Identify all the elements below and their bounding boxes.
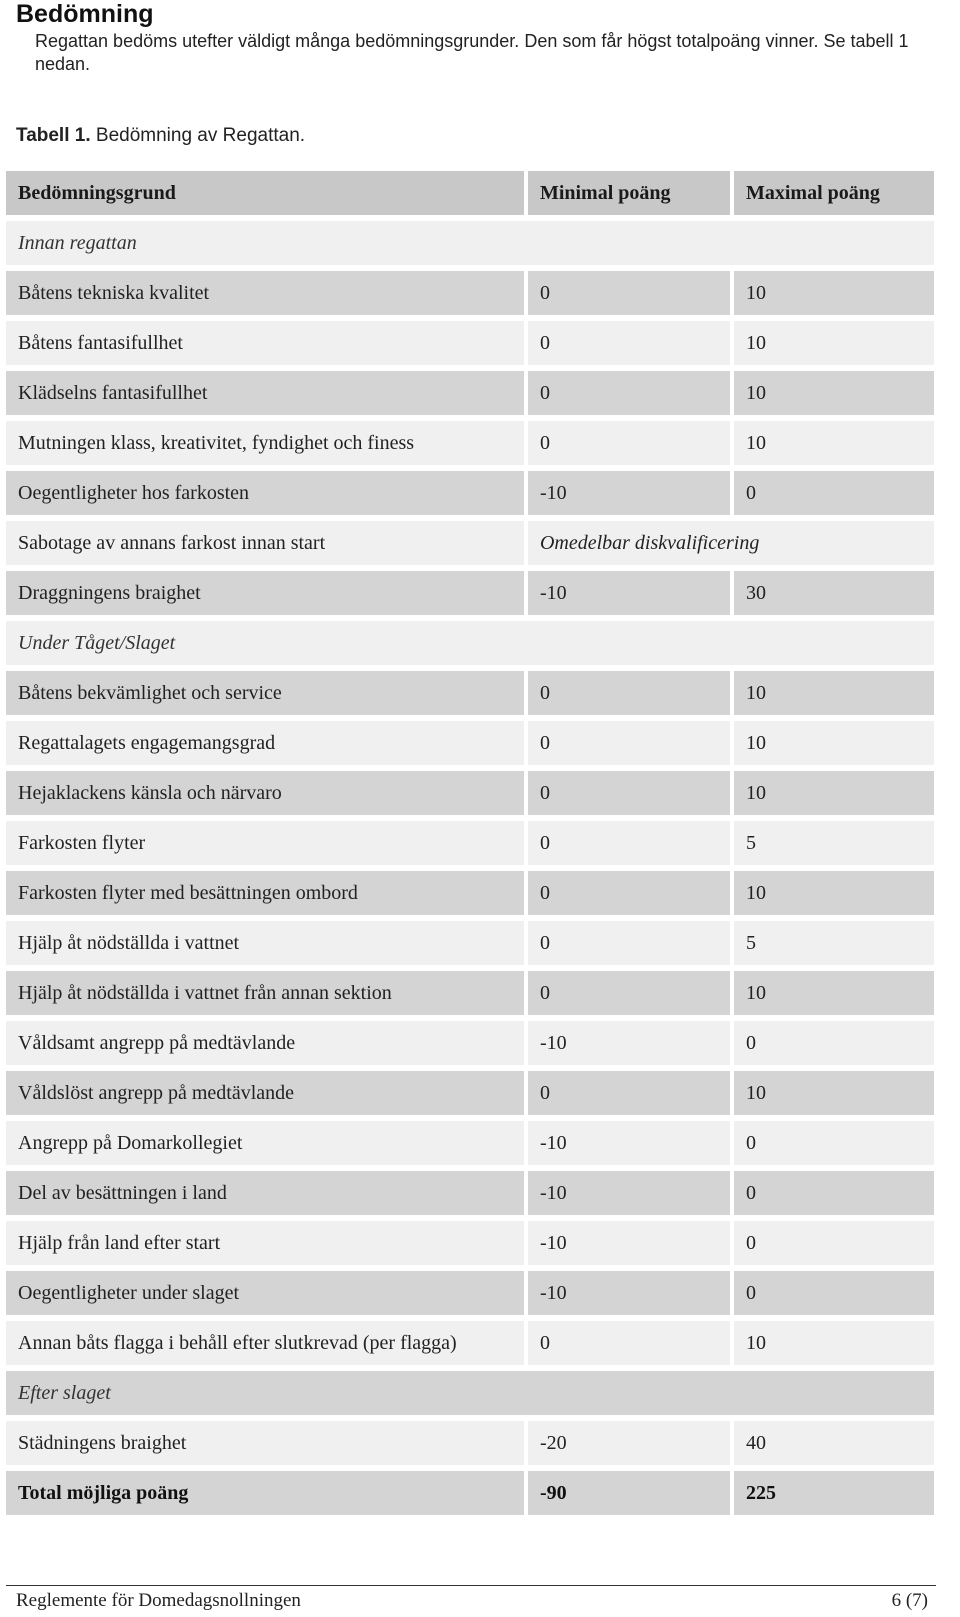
max-points-cell: 10 <box>734 421 934 465</box>
min-points-cell: 0 <box>528 371 730 415</box>
table-row <box>6 721 934 765</box>
table-row <box>6 1021 934 1065</box>
criteria-cell: Farkosten flyter med besättningen ombord <box>6 871 524 915</box>
min-points-cell: 0 <box>528 871 730 915</box>
min-points-cell: -10 <box>528 571 730 615</box>
max-points-cell: 10 <box>734 671 934 715</box>
max-points-cell: 0 <box>734 1171 934 1215</box>
header-min-points: Minimal poäng <box>528 171 730 215</box>
criteria-cell: Båtens bekvämlighet och service <box>6 671 524 715</box>
table-caption <box>16 125 305 147</box>
min-points-cell: -20 <box>528 1421 730 1465</box>
table-row <box>6 271 934 315</box>
min-points-cell: -10 <box>528 1171 730 1215</box>
criteria-cell: Våldsamt angrepp på medtävlande <box>6 1021 524 1065</box>
criteria-cell: Regattalagets engagemangsgrad <box>6 721 524 765</box>
criteria-cell: Oegentligheter under slaget <box>6 1271 524 1315</box>
criteria-cell: Oegentligheter hos farkosten <box>6 471 524 515</box>
table-row <box>6 1221 934 1265</box>
criteria-cell: Hjälp åt nödställda i vattnet från annan sektion <box>6 971 524 1015</box>
table-row <box>6 971 934 1015</box>
table-row <box>6 471 934 515</box>
table-row <box>6 771 934 815</box>
table-row <box>6 1071 934 1115</box>
criteria-cell: Hjälp från land efter start <box>6 1221 524 1265</box>
criteria-cell: Hjälp åt nödställda i vattnet <box>6 921 524 965</box>
table-row <box>6 1171 934 1215</box>
table-row <box>6 671 934 715</box>
min-points-cell: 0 <box>528 421 730 465</box>
table-header-row <box>6 171 934 215</box>
min-points-cell: -90 <box>528 1471 730 1515</box>
criteria-cell: Farkosten flyter <box>6 821 524 865</box>
criteria-cell: Mutningen klass, kreativitet, fyndighet och finess <box>6 421 524 465</box>
section-heading: Bedömning <box>16 0 154 28</box>
disqualification-cell: Omedelbar diskvalificering <box>528 521 934 565</box>
min-points-cell: -10 <box>528 471 730 515</box>
max-points-cell: 0 <box>734 471 934 515</box>
table-row <box>6 1421 934 1465</box>
table-row <box>6 321 934 365</box>
table-row <box>6 1271 934 1315</box>
criteria-cell: Våldslöst angrepp på medtävlande <box>6 1071 524 1115</box>
footer-document-title: Reglemente för Domedagsnollningen <box>16 1590 301 1611</box>
section-label: Under Tåget/Slaget <box>6 621 934 665</box>
criteria-cell: Draggningens braighet <box>6 571 524 615</box>
max-points-cell: 0 <box>734 1021 934 1065</box>
table-caption-text: Bedömning av Regattan. <box>95 125 306 146</box>
criteria-cell: Städningens braighet <box>6 1421 524 1465</box>
max-points-cell: 225 <box>734 1471 934 1515</box>
table-row <box>6 421 934 465</box>
criteria-cell: Båtens tekniska kvalitet <box>6 271 524 315</box>
max-points-cell: 10 <box>734 721 934 765</box>
max-points-cell: 5 <box>734 821 934 865</box>
criteria-cell: Annan båts flagga i behåll efter slutkrevad (per flagga) <box>6 1321 524 1365</box>
table-row <box>6 871 934 915</box>
table-total-row <box>6 1471 934 1515</box>
table-row <box>6 921 934 965</box>
min-points-cell: 0 <box>528 921 730 965</box>
min-points-cell: 0 <box>528 1071 730 1115</box>
min-points-cell: -10 <box>528 1021 730 1065</box>
max-points-cell: 30 <box>734 571 934 615</box>
min-points-cell: -10 <box>528 1221 730 1265</box>
table-section-row <box>6 221 934 265</box>
min-points-cell: 0 <box>528 271 730 315</box>
table-section-row <box>6 621 934 665</box>
max-points-cell: 10 <box>734 1071 934 1115</box>
min-points-cell: 0 <box>528 321 730 365</box>
max-points-cell: 10 <box>734 271 934 315</box>
min-points-cell: 0 <box>528 721 730 765</box>
footer-page-number: 6 (7) <box>891 1590 928 1611</box>
max-points-cell: 0 <box>734 1271 934 1315</box>
footer-divider <box>6 1585 936 1586</box>
criteria-cell: Total möjliga poäng <box>6 1471 524 1515</box>
criteria-cell: Hejaklackens känsla och närvaro <box>6 771 524 815</box>
criteria-cell: Klädselns fantasifullhet <box>6 371 524 415</box>
max-points-cell: 10 <box>734 321 934 365</box>
table-row <box>6 1121 934 1165</box>
section-label: Efter slaget <box>6 1371 934 1415</box>
max-points-cell: 0 <box>734 1221 934 1265</box>
max-points-cell: 10 <box>734 871 934 915</box>
table-row <box>6 371 934 415</box>
criteria-cell: Angrepp på Domarkollegiet <box>6 1121 524 1165</box>
table-row <box>6 821 934 865</box>
criteria-cell: Sabotage av annans farkost innan start <box>6 521 524 565</box>
min-points-cell: 0 <box>528 821 730 865</box>
max-points-cell: 5 <box>734 921 934 965</box>
section-label: Innan regattan <box>6 221 934 265</box>
table-caption-label: Tabell 1. <box>16 125 91 146</box>
criteria-cell: Del av besättningen i land <box>6 1171 524 1215</box>
scoring-table <box>2 165 938 1521</box>
min-points-cell: -10 <box>528 1121 730 1165</box>
max-points-cell: 10 <box>734 771 934 815</box>
header-max-points: Maximal poäng <box>734 171 934 215</box>
max-points-cell: 10 <box>734 1321 934 1365</box>
max-points-cell: 0 <box>734 1121 934 1165</box>
max-points-cell: 10 <box>734 971 934 1015</box>
min-points-cell: -10 <box>528 1271 730 1315</box>
criteria-cell: Båtens fantasifullhet <box>6 321 524 365</box>
intro-paragraph: Regattan bedöms utefter väldigt många bedömningsgrunder. Den som får högst totalpoäng vinner. Se tabell 1 nedan. <box>35 31 909 74</box>
table-row <box>6 521 934 565</box>
min-points-cell: 0 <box>528 771 730 815</box>
table-body <box>6 221 934 1515</box>
table-row <box>6 1321 934 1365</box>
max-points-cell: 40 <box>734 1421 934 1465</box>
min-points-cell: 0 <box>528 1321 730 1365</box>
header-criteria: Bedömningsgrund <box>6 171 524 215</box>
min-points-cell: 0 <box>528 671 730 715</box>
min-points-cell: 0 <box>528 971 730 1015</box>
table-row <box>6 571 934 615</box>
table-section-row <box>6 1371 934 1415</box>
max-points-cell: 10 <box>734 371 934 415</box>
